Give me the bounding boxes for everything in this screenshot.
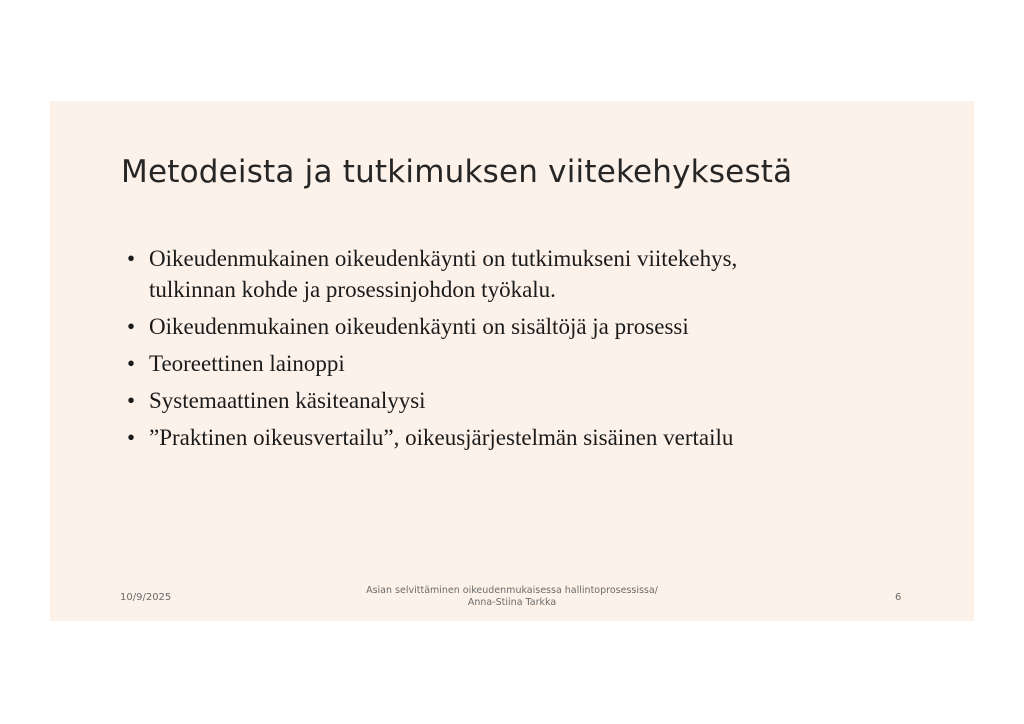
bullet-text: ”Praktinen oikeusvertailu”, oikeusjärjestelmän sisäinen vertailu	[149, 425, 734, 450]
bullet-icon: •	[127, 246, 136, 271]
bullet-item	[127, 422, 947, 453]
bullet-item	[127, 348, 947, 379]
bullet-text: Teoreettinen lainoppi	[149, 351, 345, 376]
bullet-icon: •	[127, 388, 136, 413]
slide	[50, 101, 974, 621]
bullet-item	[127, 385, 947, 416]
bullet-icon: •	[127, 351, 136, 376]
footer-title-line1: Asian selvittäminen oikeudenmukaisessa hallintoprosessissa/	[366, 585, 658, 596]
bullet-list	[127, 243, 947, 459]
bullet-text: Systemaattinen käsiteanalyysi	[149, 388, 426, 413]
bullet-text: Oikeudenmukainen oikeudenkäynti on tutkimukseni viitekehys,	[149, 246, 738, 271]
footer-author: Anna-Stiina Tarkka	[467, 597, 557, 608]
footer-date: 10/9/2025	[120, 592, 172, 603]
bullet-text: Oikeudenmukainen oikeudenkäynti on sisältöjä ja prosessi	[149, 314, 689, 339]
bullet-item	[127, 243, 947, 305]
footer-title	[312, 585, 712, 609]
bullet-icon: •	[127, 314, 136, 339]
bullet-text-continued: tulkinnan kohde ja prosessinjohdon työkalu.	[149, 277, 556, 302]
bullet-item	[127, 311, 947, 342]
slide-title: Metodeista ja tutkimuksen viitekehyksestä	[121, 154, 793, 190]
page-number: 6	[895, 592, 902, 603]
bullet-icon: •	[127, 425, 136, 450]
